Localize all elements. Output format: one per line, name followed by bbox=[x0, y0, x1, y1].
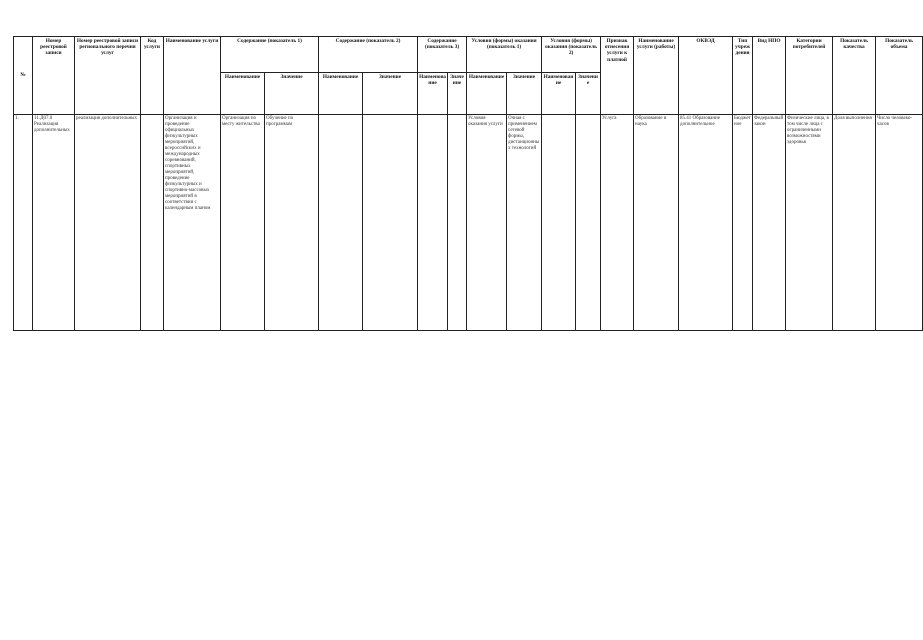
cell-regional-num: реализация дополнительных bbox=[75, 115, 141, 331]
cell-c1-name: Организация по месту жительства bbox=[221, 115, 265, 331]
header-quality: Показатель качества bbox=[833, 37, 876, 115]
cell-cond2-value bbox=[576, 115, 601, 331]
header-row bbox=[14, 37, 923, 73]
header-content-2: Содержание (показатель 2) bbox=[319, 37, 418, 73]
cell-num: 1. bbox=[14, 115, 33, 331]
cell-c2-name bbox=[319, 115, 363, 331]
subheader-c1-value: Значение bbox=[265, 73, 319, 115]
cell-type: Бюджетное bbox=[733, 115, 753, 331]
cell-service-name: Организация и проведение официальных физкультурных мероприятий, всероссийских и международных соревнований, спортивных мероприятий, проведение физкультурных и спортивно-массовых мероприятий в соответствии с календарным планом bbox=[164, 115, 221, 331]
subheader-cond2-value: Значение bbox=[576, 73, 601, 115]
cell-okved: 85.41 Образование дополнительное bbox=[679, 115, 733, 331]
subheader-c2-name: Наименование bbox=[319, 73, 363, 115]
subheader-cond2-name: Наименование bbox=[542, 73, 576, 115]
cell-field: Образование и наука bbox=[634, 115, 679, 331]
header-category: Категории потребителей bbox=[786, 37, 833, 115]
header-paid: Признак отнесения услуги к платной bbox=[601, 37, 634, 115]
registry-table bbox=[13, 36, 923, 331]
cell-reg-num: 11.Д07.0 Реализация дополнительных bbox=[33, 115, 75, 331]
header-num: № bbox=[14, 37, 33, 115]
cell-category: Физические лица, в том числе лица с ограниченными возможностями здоровья bbox=[786, 115, 833, 331]
header-service-name: Наименование услуги bbox=[164, 37, 221, 115]
cell-paid: Услуга bbox=[601, 115, 634, 331]
cell-c3-value bbox=[448, 115, 467, 331]
subheader-cond1-name: Наименование bbox=[467, 73, 507, 115]
header-okved: ОКВЭД bbox=[679, 37, 733, 115]
header-npa: Вид НПО bbox=[753, 37, 786, 115]
subheader-c1-name: Наименование bbox=[221, 73, 265, 115]
header-volume: Показатель объема bbox=[876, 37, 923, 115]
cell-c1-value: Обучение по программам bbox=[265, 115, 319, 331]
cell-volume: Число человеко-часов bbox=[876, 115, 923, 331]
cell-cond1-value: Очная с применением сетевой формы, дистанционных технологий bbox=[507, 115, 542, 331]
cell-cond2-name bbox=[542, 115, 576, 331]
header-service-code: Код услуги bbox=[141, 37, 164, 115]
header-type: Тип учреждения bbox=[733, 37, 753, 115]
subheader-c3-value: Значение bbox=[448, 73, 467, 115]
header-content-1: Содержание (показатель 1) bbox=[221, 37, 319, 73]
cell-service-code bbox=[141, 115, 164, 331]
header-conditions-2: Условия (формы) оказания (показатель 2) bbox=[542, 37, 601, 73]
subheader-cond1-value: Значение bbox=[507, 73, 542, 115]
table-row bbox=[14, 115, 923, 331]
cell-c2-value bbox=[363, 115, 418, 331]
cell-c3-name bbox=[418, 115, 448, 331]
subheader-c3-name: Наименование bbox=[418, 73, 448, 115]
cell-cond1-name: Условия оказания услуги bbox=[467, 115, 507, 331]
subheader-c2-value: Значение bbox=[363, 73, 418, 115]
cell-quality: Доля выполнения bbox=[833, 115, 876, 331]
header-content-3: Содержание (показатель 3) bbox=[418, 37, 467, 73]
header-regional-num: Номер реестровой записи регионального перечня услуг bbox=[75, 37, 141, 115]
cell-npa: Федеральный закон bbox=[753, 115, 786, 331]
header-field: Наименование услуги (работы) bbox=[634, 37, 679, 115]
header-conditions-1: Условия (формы) оказания (показатель 1) bbox=[467, 37, 542, 73]
header-reg-num: Номер реестровой записи bbox=[33, 37, 75, 115]
